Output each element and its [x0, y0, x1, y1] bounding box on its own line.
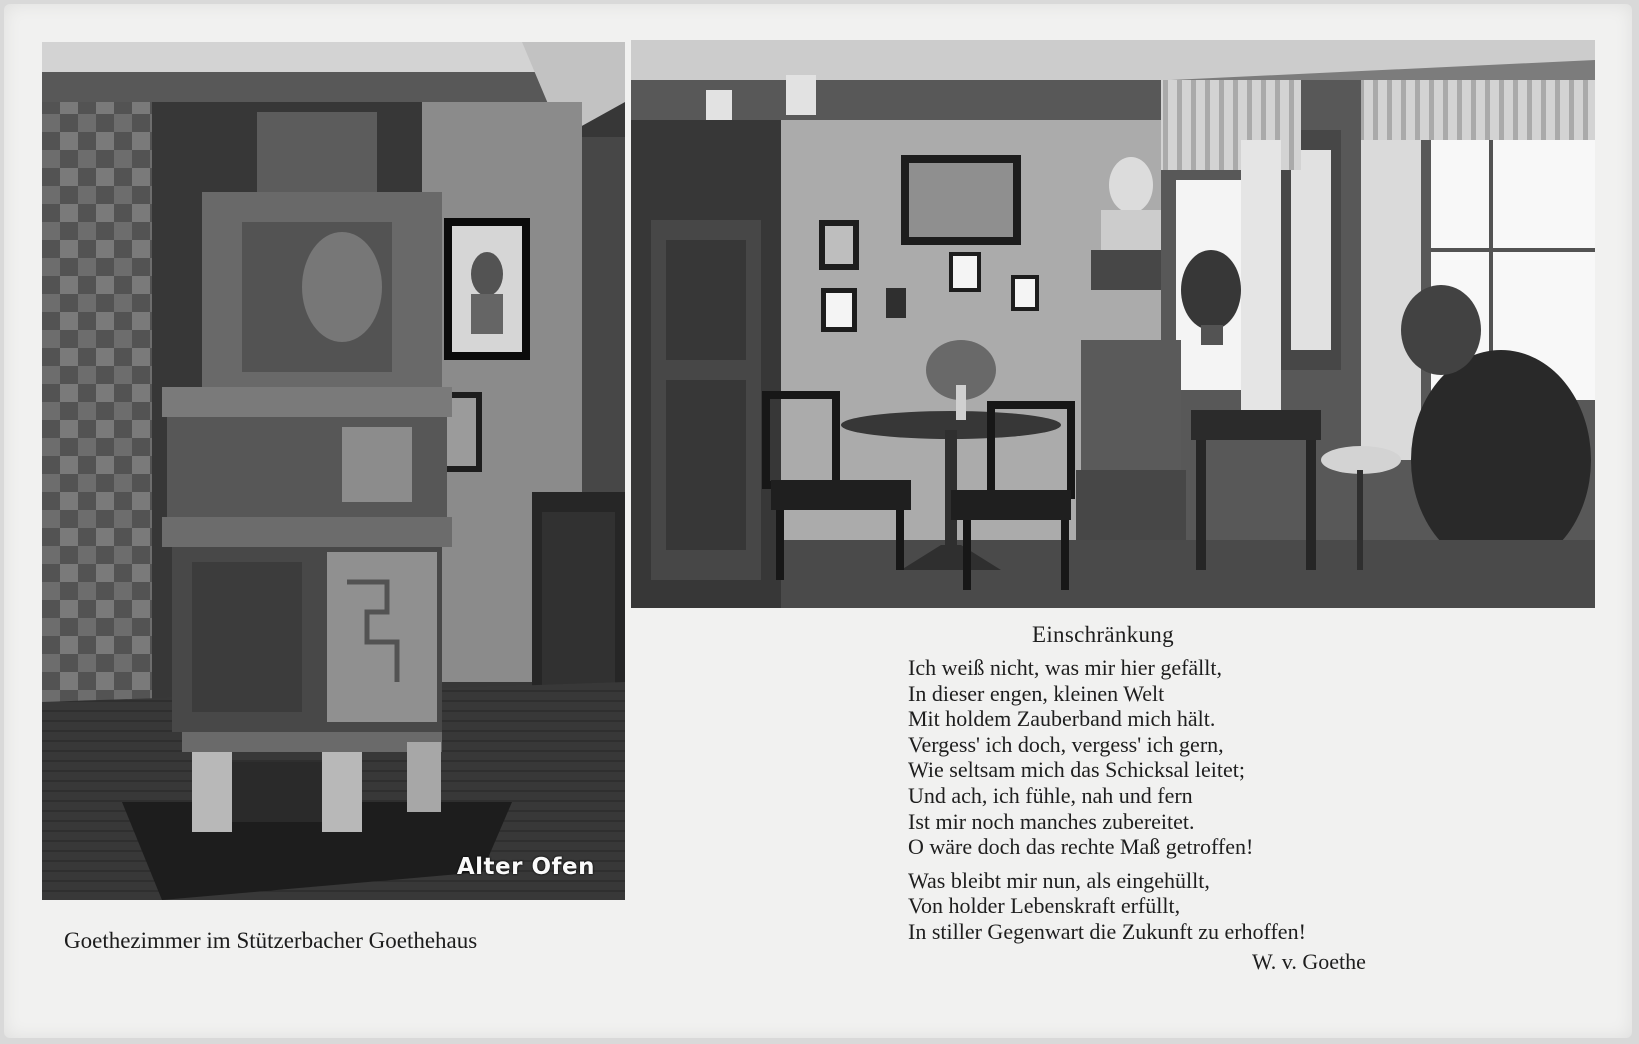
poem-line: Vergess' ich doch, vergess' ich gern, — [908, 731, 1224, 757]
poem — [908, 622, 1468, 975]
poem-author: W. v. Goethe — [1252, 948, 1366, 974]
postcard — [4, 4, 1632, 1038]
poem-line: Wie seltsam mich das Schicksal leitet; — [908, 757, 1245, 783]
poem-line: Ich weiß nicht, was mir hier gefällt, — [908, 655, 1223, 680]
poem-line: In dieser engen, kleinen Welt — [908, 680, 1165, 706]
poem-line: Und ach, ich fühle, nah und fern — [908, 782, 1193, 808]
poem-line: O wäre doch das rechte Maß getroffen! — [908, 834, 1254, 860]
poem-line: Ist mir noch manches zubereitet. — [908, 808, 1195, 834]
stove-photo — [42, 42, 625, 900]
stove-photo-illustration — [42, 42, 625, 900]
poem-line: Mit holdem Zauberband mich hält. — [908, 706, 1216, 732]
photo-caption: Goethezimmer im Stützerbacher Goethehaus — [64, 928, 478, 953]
poem-line: Von holder Lebenskraft erfüllt, — [908, 893, 1181, 919]
poem-line: In stiller Gegenwart die Zukunft zu erhoffen! — [908, 918, 1306, 944]
room-photo — [631, 40, 1595, 608]
alter-ofen-label: Alter Ofen — [456, 854, 595, 880]
poem-title: Einschränkung — [1032, 622, 1174, 647]
poem-line: Was bleibt mir nun, als eingehüllt, — [908, 867, 1210, 893]
stanza-gap — [908, 860, 1468, 868]
room-photo-illustration — [631, 40, 1595, 608]
